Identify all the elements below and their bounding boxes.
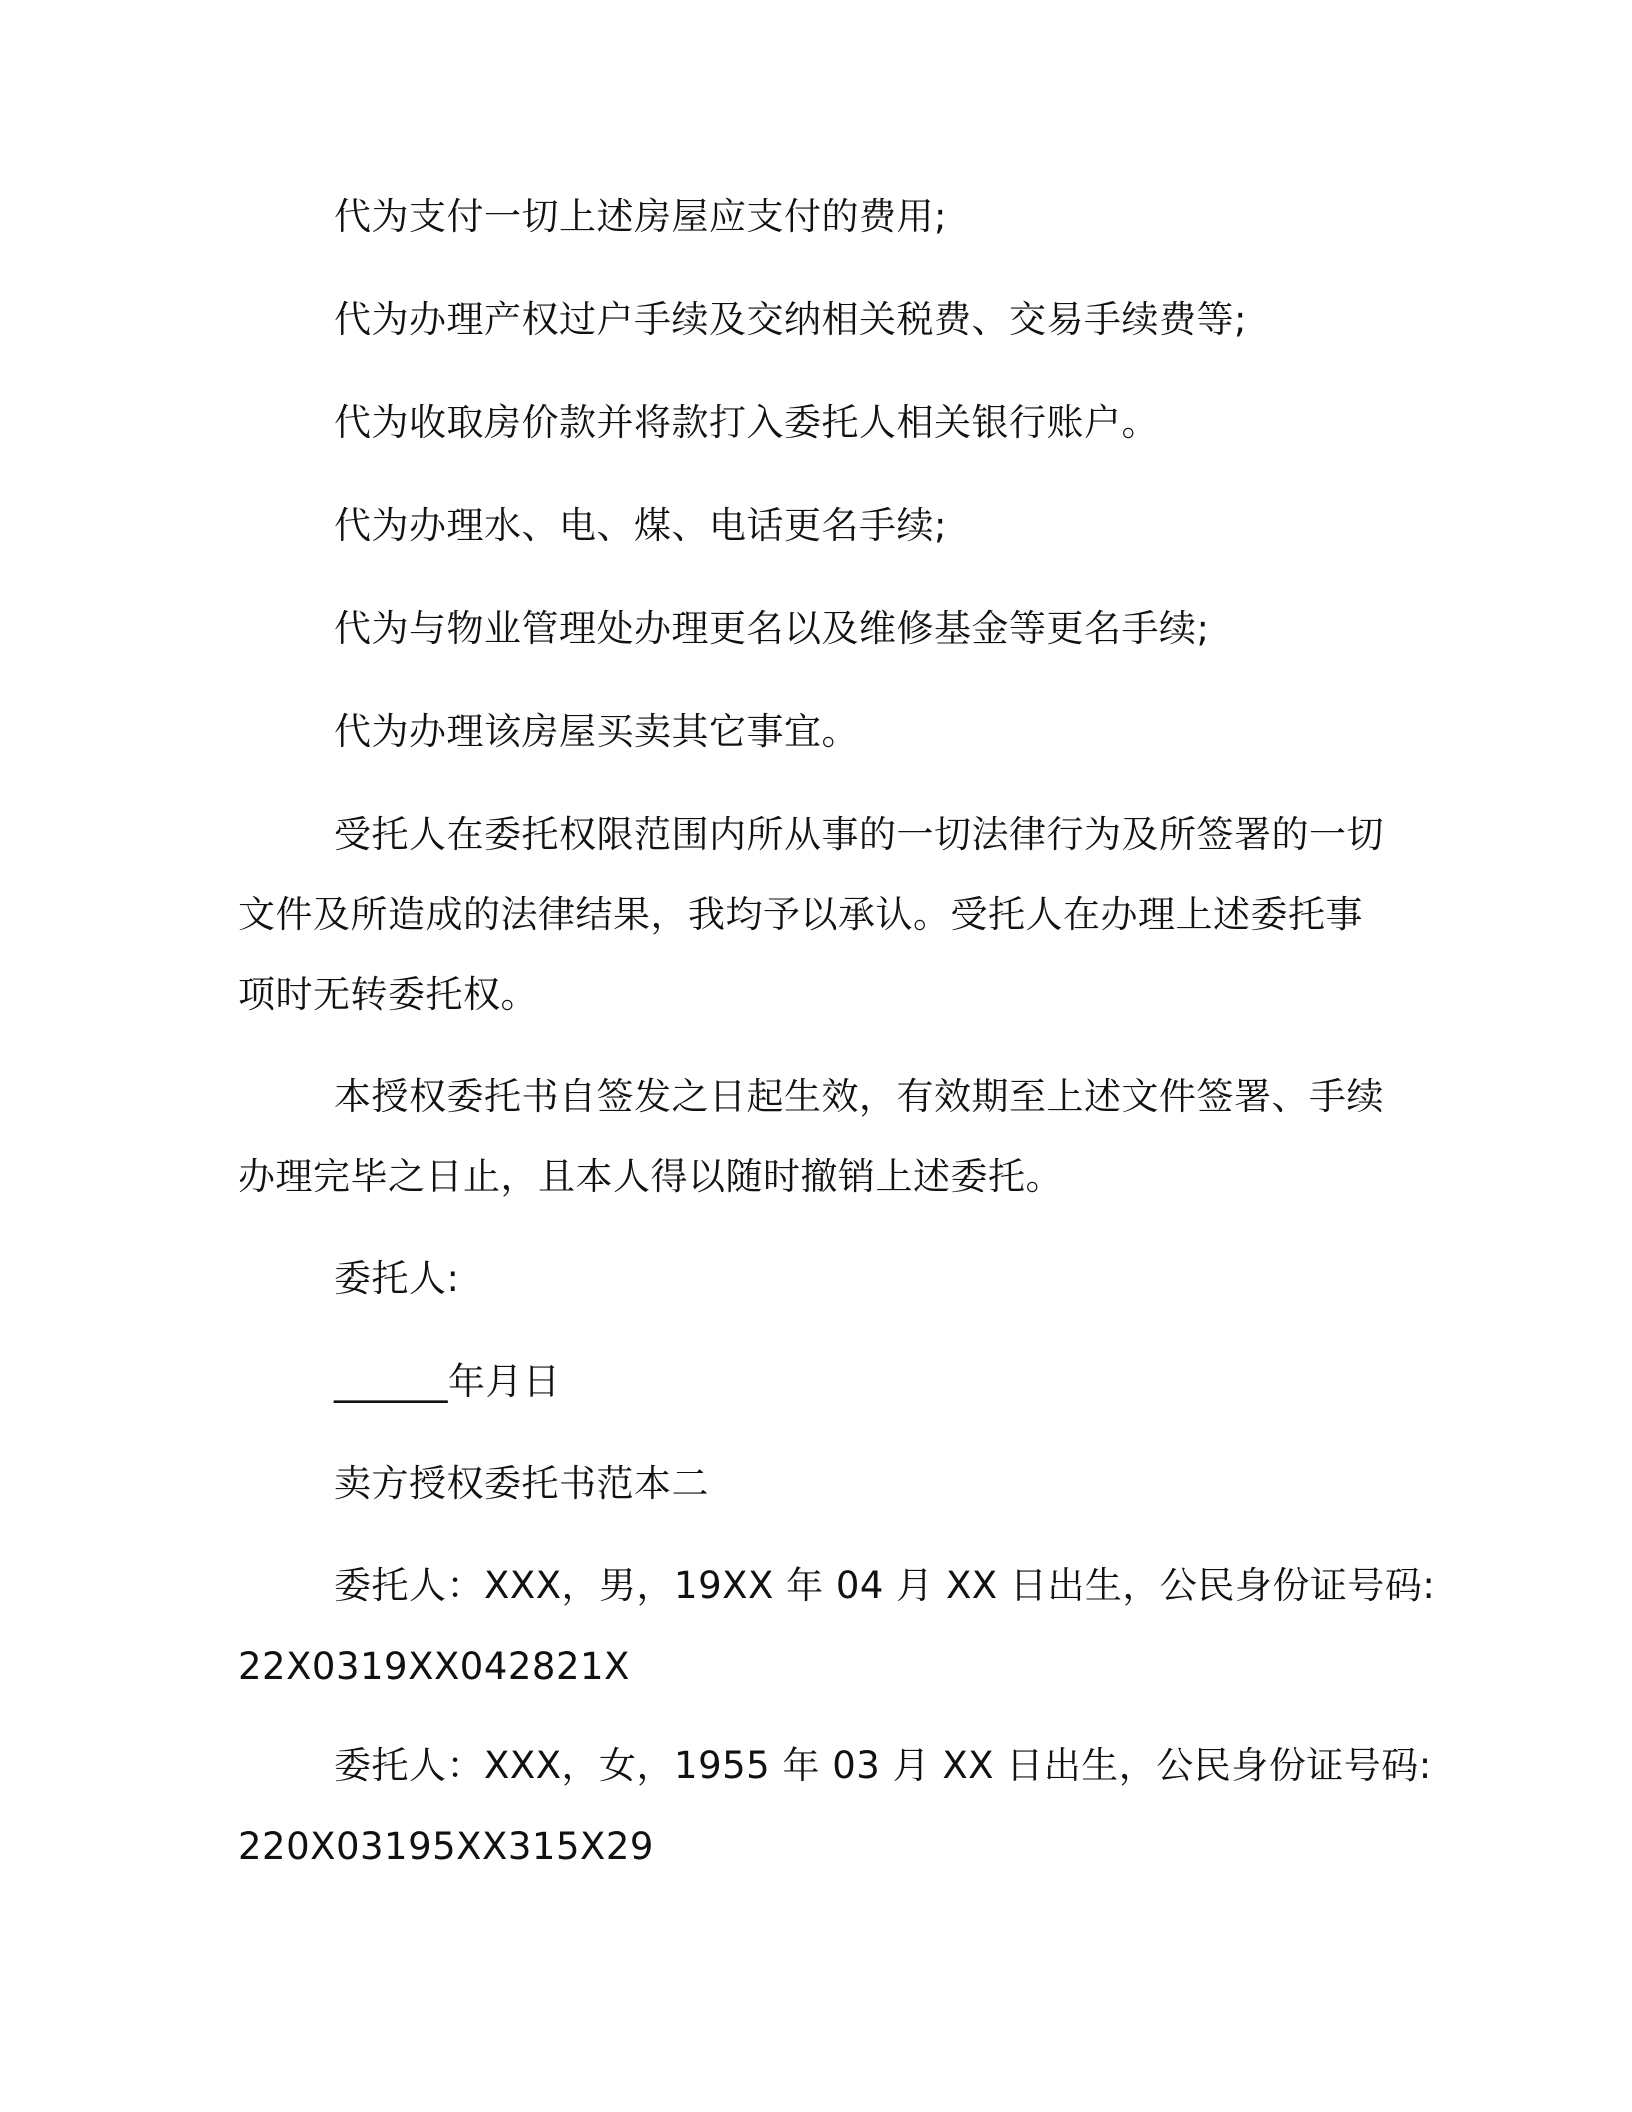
text-line-6: 代为办理该房屋买卖其它事宜。 [334,710,859,753]
text-line-8: 文件及所造成的法律结果，我均予以承认。受托人在办理上述委托事 [238,893,1363,936]
text-line-12: 委托人: [334,1257,460,1300]
text-line-10: 本授权委托书自签发之日起生效，有效期至上述文件签署、手续 [334,1075,1384,1118]
text-line-2: 代为办理产权过户手续及交纳相关税费、交易手续费等; [334,298,1247,341]
text-line-16: 22X0319XX042821X [238,1645,630,1688]
text-line-13: ______年月日 [334,1360,561,1403]
text-line-9: 项时无转委托权。 [238,973,538,1016]
text-line-3: 代为收取房价款并将款打入委托人相关银行账户。 [334,401,1159,444]
text-line-4: 代为办理水、电、煤、电话更名手续; [334,504,947,547]
text-line-14: 卖方授权委托书范本二 [334,1462,709,1505]
text-line-7: 受托人在委托权限范围内所从事的一切法律行为及所签署的一切 [334,813,1384,856]
text-line-1: 代为支付一切上述房屋应支付的费用; [334,195,947,238]
text-line-5: 代为与物业管理处办理更名以及维修基金等更名手续; [334,607,1210,650]
text-line-11: 办理完毕之日止，且本人得以随时撤销上述委托。 [238,1155,1063,1198]
text-line-15: 委托人：XXX，男，19XX 年 04 月 XX 日出生，公民身份证号码: [334,1564,1436,1607]
text-line-17: 委托人：XXX，女，1955 年 03 月 XX 日出生，公民身份证号码: [334,1744,1432,1787]
text-line-18: 220X03195XX315X29 [238,1825,654,1868]
